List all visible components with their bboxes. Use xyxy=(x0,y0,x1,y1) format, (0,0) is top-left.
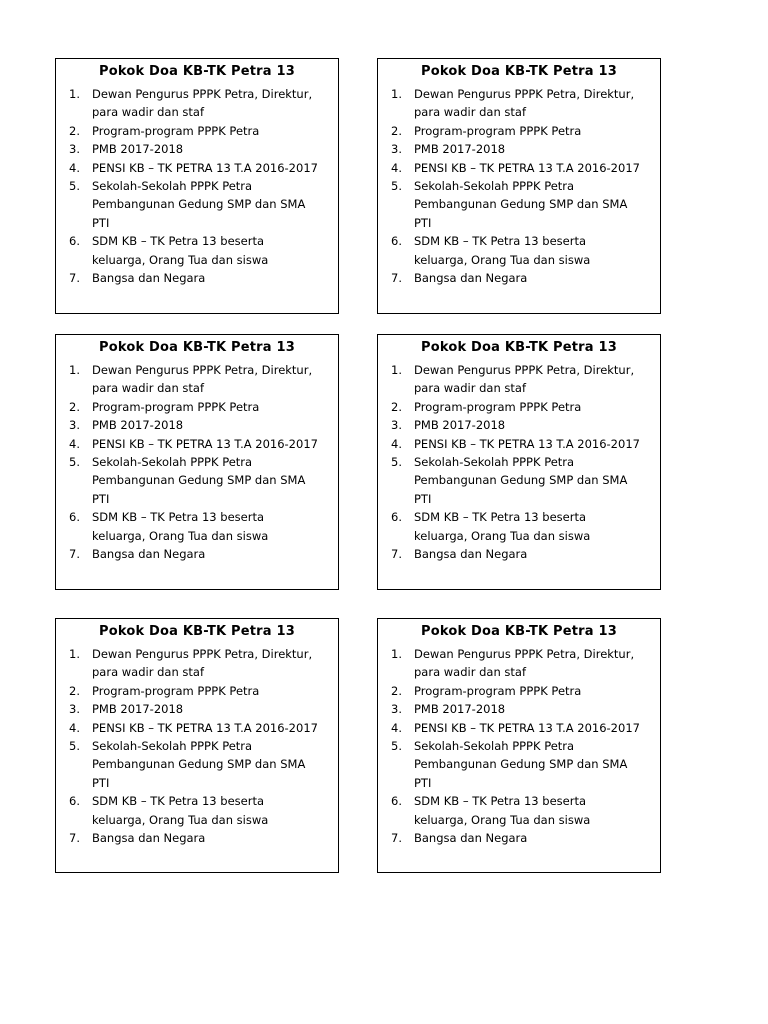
list-item xyxy=(56,792,338,829)
list-item xyxy=(56,435,338,453)
card-title: Pokok Doa KB-TK Petra 13 xyxy=(421,624,617,639)
list-item-text: Program-program PPPK Petra xyxy=(414,123,582,138)
list-item-number: 5. xyxy=(391,739,402,754)
list-item-number: 6. xyxy=(69,794,80,809)
list-item-text: Dewan Pengurus PPPK Petra, Direktur, xyxy=(92,647,313,661)
list-item-text: PENSI KB – TK PETRA 13 T.A 2016-2017 xyxy=(414,720,640,735)
list-item xyxy=(378,159,660,177)
list-item xyxy=(56,85,338,122)
list-item-text: Sekolah-Sekolah PPPK Petra xyxy=(92,455,253,470)
list-item-text: para wadir dan staf xyxy=(92,381,204,396)
list-item-text: Bangsa dan Negara xyxy=(92,271,206,286)
list-item xyxy=(56,232,338,269)
list-item-text: SDM KB – TK Petra 13 beserta xyxy=(92,510,265,525)
list-item-number: 2. xyxy=(69,399,80,414)
list-item-number: 2. xyxy=(391,683,402,698)
list-item xyxy=(378,829,660,847)
list-item-text: PMB 2017-2018 xyxy=(92,142,184,157)
list-item-text: keluarga, Orang Tua dan siswa xyxy=(414,528,591,543)
list-item xyxy=(56,269,338,287)
prayer-list xyxy=(56,645,338,847)
list-item-number: 4. xyxy=(69,436,80,451)
card-title: Pokok Doa KB-TK Petra 13 xyxy=(99,340,295,355)
list-item-text: Pembangunan Gedung SMP dan SMA xyxy=(414,473,628,488)
list-item-text: Sekolah-Sekolah PPPK Petra xyxy=(414,179,575,194)
list-item-text: SDM KB – TK Petra 13 beserta xyxy=(414,510,587,525)
list-item-number: 4. xyxy=(391,436,402,451)
list-item-number: 5. xyxy=(69,179,80,194)
list-item xyxy=(378,792,660,829)
list-item-number: 3. xyxy=(391,702,402,717)
prayer-list xyxy=(378,361,660,563)
list-item-text: Program-program PPPK Petra xyxy=(92,683,260,698)
list-item xyxy=(378,700,660,718)
list-item xyxy=(56,159,338,177)
list-item-number: 3. xyxy=(69,142,80,157)
list-item-number: 3. xyxy=(69,702,80,717)
list-item-text: para wadir dan staf xyxy=(414,381,526,396)
list-item xyxy=(56,177,338,232)
list-item xyxy=(378,645,660,682)
list-item-text: keluarga, Orang Tua dan siswa xyxy=(92,528,269,543)
list-item-number: 5. xyxy=(391,179,402,194)
list-item xyxy=(56,682,338,700)
list-item xyxy=(56,700,338,718)
list-item-text: Pembangunan Gedung SMP dan SMA xyxy=(414,757,628,772)
list-item-text: Dewan Pengurus PPPK Petra, Direktur, xyxy=(414,87,635,101)
list-item-text: keluarga, Orang Tua dan siswa xyxy=(92,252,269,267)
list-item-text: Bangsa dan Negara xyxy=(92,831,206,846)
list-item xyxy=(56,829,338,847)
prayer-card xyxy=(377,334,661,590)
list-item xyxy=(56,361,338,398)
list-item-text: Bangsa dan Negara xyxy=(414,271,528,286)
list-item xyxy=(56,453,338,508)
list-item-text: Program-program PPPK Petra xyxy=(92,399,260,414)
list-item-text: para wadir dan staf xyxy=(92,665,204,680)
list-item xyxy=(378,361,660,398)
list-item xyxy=(378,719,660,737)
list-item xyxy=(378,85,660,122)
list-item xyxy=(56,737,338,792)
prayer-card xyxy=(55,618,339,873)
list-item-number: 1. xyxy=(69,87,80,101)
list-item xyxy=(378,416,660,434)
list-item-number: 2. xyxy=(391,399,402,414)
prayer-list xyxy=(378,85,660,287)
list-item-text: Pembangunan Gedung SMP dan SMA xyxy=(92,757,306,772)
list-item xyxy=(378,232,660,269)
list-item xyxy=(56,508,338,545)
list-item-text: para wadir dan staf xyxy=(92,105,204,120)
prayer-card xyxy=(377,58,661,314)
list-item-number: 1. xyxy=(391,363,402,377)
list-item-number: 6. xyxy=(391,234,402,249)
list-item-text: Sekolah-Sekolah PPPK Petra xyxy=(92,739,253,754)
list-item-number: 7. xyxy=(69,831,80,846)
list-item-number: 2. xyxy=(391,123,402,138)
list-item-text: Sekolah-Sekolah PPPK Petra xyxy=(92,179,253,194)
list-item-number: 6. xyxy=(391,794,402,809)
list-item-number: 7. xyxy=(391,547,402,562)
list-item-text: PTI xyxy=(92,775,110,790)
list-item xyxy=(378,508,660,545)
list-item-text: SDM KB – TK Petra 13 beserta xyxy=(414,234,587,249)
list-item xyxy=(378,398,660,416)
list-item-number: 6. xyxy=(69,234,80,249)
list-item-text: keluarga, Orang Tua dan siswa xyxy=(414,252,591,267)
list-item xyxy=(378,435,660,453)
list-item-text: Dewan Pengurus PPPK Petra, Direktur, xyxy=(414,647,635,661)
list-item-text: PTI xyxy=(414,491,432,506)
list-item-number: 7. xyxy=(391,831,402,846)
list-item-text: PTI xyxy=(414,775,432,790)
list-item-text: Program-program PPPK Petra xyxy=(414,683,582,698)
list-item-text: Dewan Pengurus PPPK Petra, Direktur, xyxy=(92,87,313,101)
list-item-text: para wadir dan staf xyxy=(414,665,526,680)
list-item-number: 7. xyxy=(391,271,402,286)
list-item-text: PTI xyxy=(414,215,432,230)
list-item-text: SDM KB – TK Petra 13 beserta xyxy=(92,794,265,809)
list-item-number: 3. xyxy=(69,418,80,433)
list-item-number: 1. xyxy=(69,363,80,377)
list-item-number: 5. xyxy=(391,455,402,470)
list-item-number: 6. xyxy=(391,510,402,525)
list-item-text: PENSI KB – TK PETRA 13 T.A 2016-2017 xyxy=(414,160,640,175)
list-item xyxy=(378,177,660,232)
list-item-text: keluarga, Orang Tua dan siswa xyxy=(92,812,269,827)
list-item-number: 2. xyxy=(69,123,80,138)
list-item-text: PTI xyxy=(92,491,110,506)
card-title: Pokok Doa KB-TK Petra 13 xyxy=(99,624,295,639)
prayer-list xyxy=(56,361,338,563)
list-item xyxy=(56,719,338,737)
card-title: Pokok Doa KB-TK Petra 13 xyxy=(99,64,295,79)
prayer-card xyxy=(55,334,339,590)
list-item-text: PMB 2017-2018 xyxy=(414,702,506,717)
card-title: Pokok Doa KB-TK Petra 13 xyxy=(421,340,617,355)
list-item-text: PENSI KB – TK PETRA 13 T.A 2016-2017 xyxy=(92,436,318,451)
prayer-card xyxy=(55,58,339,314)
prayer-card xyxy=(377,618,661,873)
list-item-number: 4. xyxy=(391,720,402,735)
list-item-text: SDM KB – TK Petra 13 beserta xyxy=(92,234,265,249)
list-item-number: 3. xyxy=(391,418,402,433)
list-item-number: 4. xyxy=(69,160,80,175)
list-item-number: 1. xyxy=(391,87,402,101)
list-item xyxy=(56,398,338,416)
list-item-text: Pembangunan Gedung SMP dan SMA xyxy=(414,197,628,212)
list-item-text: Program-program PPPK Petra xyxy=(414,399,582,414)
prayer-list xyxy=(378,645,660,847)
list-item-text: Bangsa dan Negara xyxy=(92,547,206,562)
list-item xyxy=(378,140,660,158)
list-item-number: 1. xyxy=(69,647,80,661)
list-item xyxy=(378,122,660,140)
list-item xyxy=(378,737,660,792)
list-item xyxy=(56,545,338,563)
list-item-text: PMB 2017-2018 xyxy=(92,702,184,717)
list-item-number: 5. xyxy=(69,455,80,470)
list-item-number: 6. xyxy=(69,510,80,525)
list-item-text: PENSI KB – TK PETRA 13 T.A 2016-2017 xyxy=(414,436,640,451)
list-item-number: 2. xyxy=(69,683,80,698)
list-item-text: PENSI KB – TK PETRA 13 T.A 2016-2017 xyxy=(92,160,318,175)
list-item xyxy=(56,416,338,434)
list-item xyxy=(378,545,660,563)
list-item xyxy=(378,453,660,508)
list-item xyxy=(378,269,660,287)
list-item xyxy=(56,140,338,158)
list-item xyxy=(56,645,338,682)
list-item xyxy=(56,122,338,140)
list-item-number: 4. xyxy=(69,720,80,735)
list-item-text: Sekolah-Sekolah PPPK Petra xyxy=(414,455,575,470)
list-item-text: keluarga, Orang Tua dan siswa xyxy=(414,812,591,827)
list-item-text: PMB 2017-2018 xyxy=(414,142,506,157)
list-item-text: Program-program PPPK Petra xyxy=(92,123,260,138)
list-item-text: Dewan Pengurus PPPK Petra, Direktur, xyxy=(92,363,313,377)
list-item-number: 5. xyxy=(69,739,80,754)
list-item-number: 7. xyxy=(69,271,80,286)
list-item-text: Pembangunan Gedung SMP dan SMA xyxy=(92,473,306,488)
list-item-number: 7. xyxy=(69,547,80,562)
list-item-text: Dewan Pengurus PPPK Petra, Direktur, xyxy=(414,363,635,377)
list-item-number: 3. xyxy=(391,142,402,157)
list-item-number: 1. xyxy=(391,647,402,661)
list-item-text: Bangsa dan Negara xyxy=(414,547,528,562)
list-item-text: PMB 2017-2018 xyxy=(414,418,506,433)
prayer-list xyxy=(56,85,338,287)
list-item-text: para wadir dan staf xyxy=(414,105,526,120)
card-title: Pokok Doa KB-TK Petra 13 xyxy=(421,64,617,79)
list-item-text: Bangsa dan Negara xyxy=(414,831,528,846)
list-item-text: PENSI KB – TK PETRA 13 T.A 2016-2017 xyxy=(92,720,318,735)
list-item-text: Pembangunan Gedung SMP dan SMA xyxy=(92,197,306,212)
list-item-number: 4. xyxy=(391,160,402,175)
list-item-text: SDM KB – TK Petra 13 beserta xyxy=(414,794,587,809)
list-item-text: Sekolah-Sekolah PPPK Petra xyxy=(414,739,575,754)
list-item-text: PMB 2017-2018 xyxy=(92,418,184,433)
list-item-text: PTI xyxy=(92,215,110,230)
list-item xyxy=(378,682,660,700)
